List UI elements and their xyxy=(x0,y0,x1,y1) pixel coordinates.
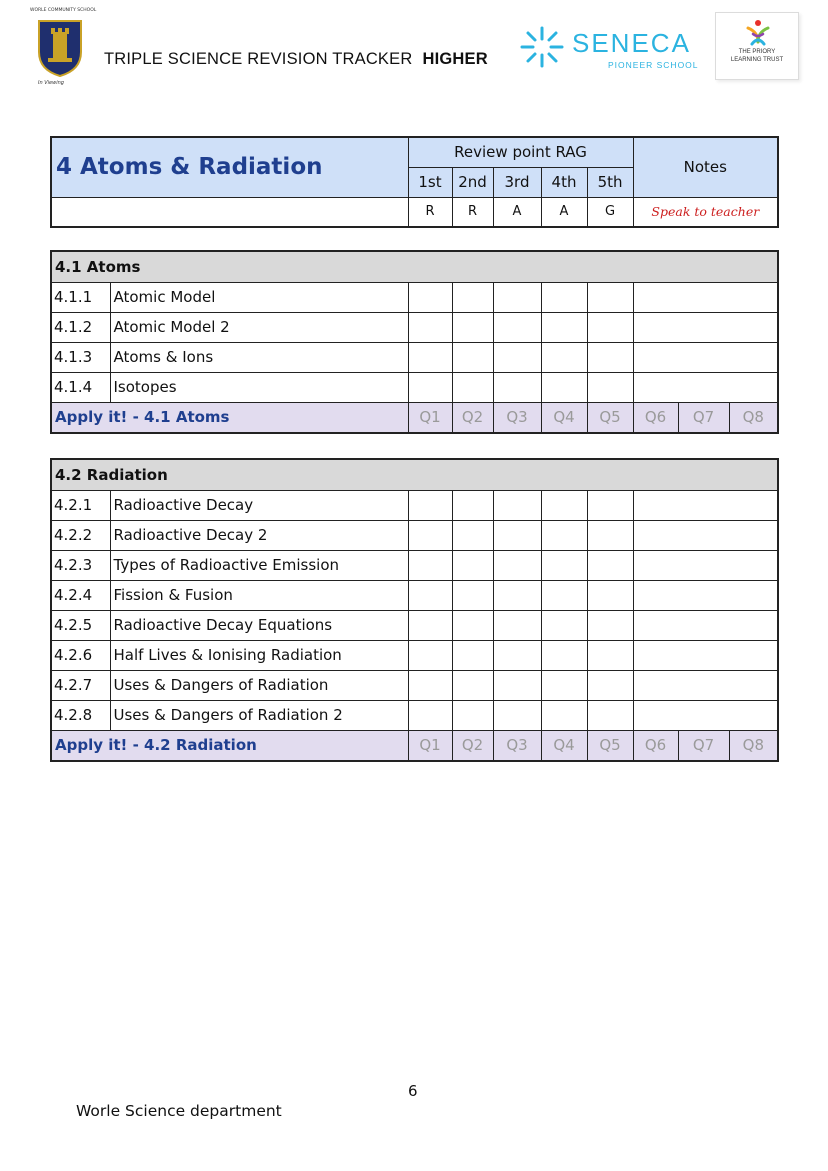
rag-value-5[interactable]: G xyxy=(587,197,633,227)
page-number: 6 xyxy=(408,1082,418,1100)
rag-cell[interactable] xyxy=(408,610,452,640)
question-q8[interactable]: Q8 xyxy=(729,730,778,761)
rag-cell[interactable] xyxy=(493,372,541,402)
seneca-subtitle: PIONEER SCHOOL xyxy=(608,60,699,70)
rag-cell[interactable] xyxy=(452,520,493,550)
rag-cell[interactable] xyxy=(541,312,587,342)
topic-code: 4.1.1 xyxy=(51,282,110,312)
rag-cell[interactable] xyxy=(408,640,452,670)
question-q2[interactable]: Q2 xyxy=(452,730,493,761)
school-logo xyxy=(30,8,97,86)
table-row xyxy=(51,670,778,700)
topic-name: Types of Radioactive Emission xyxy=(110,550,408,580)
notes-cell[interactable] xyxy=(633,610,778,640)
school-signature: In Viewing xyxy=(38,80,64,86)
question-q4[interactable]: Q4 xyxy=(541,402,587,433)
table-row xyxy=(51,700,778,730)
topic-name: Half Lives & Ionising Radiation xyxy=(110,640,408,670)
notes-cell[interactable] xyxy=(633,640,778,670)
rag-cell[interactable] xyxy=(408,550,452,580)
rag-cell[interactable] xyxy=(493,520,541,550)
question-q3[interactable]: Q3 xyxy=(493,402,541,433)
unit-header-table xyxy=(50,136,779,228)
rag-value-2[interactable]: R xyxy=(452,197,493,227)
section-title: 4.1 Atoms xyxy=(51,251,778,282)
rag-cell[interactable] xyxy=(587,550,633,580)
apply-it-label: Apply it! - 4.2 Radiation xyxy=(51,730,408,761)
question-q7[interactable]: Q7 xyxy=(678,730,729,761)
rag-cell[interactable] xyxy=(587,580,633,610)
topic-name: Isotopes xyxy=(110,372,408,402)
rag-cell[interactable] xyxy=(587,490,633,520)
topic-name: Atoms & Ions xyxy=(110,342,408,372)
rag-value-3[interactable]: A xyxy=(493,197,541,227)
seneca-starburst-icon xyxy=(518,24,566,70)
apply-it-row xyxy=(51,730,778,761)
apply-it-label: Apply it! - 4.1 Atoms xyxy=(51,402,408,433)
rag-cell[interactable] xyxy=(452,372,493,402)
question-q1[interactable]: Q1 xyxy=(408,402,452,433)
table-row xyxy=(51,372,778,402)
rag-cell[interactable] xyxy=(452,342,493,372)
section-title: 4.2 Radiation xyxy=(51,459,778,490)
table-row xyxy=(51,610,778,640)
rag-cell[interactable] xyxy=(452,700,493,730)
rag-cell[interactable] xyxy=(408,342,452,372)
notes-header: Notes xyxy=(633,137,778,197)
topic-code: 4.2.4 xyxy=(51,580,110,610)
seneca-logo xyxy=(518,24,698,72)
rag-cell[interactable] xyxy=(541,580,587,610)
topic-name: Uses & Dangers of Radiation 2 xyxy=(110,700,408,730)
rag-cell[interactable] xyxy=(452,670,493,700)
section-table-4-2 xyxy=(50,458,779,762)
question-q6[interactable]: Q6 xyxy=(633,730,678,761)
rag-cell[interactable] xyxy=(493,342,541,372)
topic-name: Radioactive Decay xyxy=(110,490,408,520)
topic-name: Uses & Dangers of Radiation xyxy=(110,670,408,700)
rag-cell[interactable] xyxy=(452,640,493,670)
rag-cell[interactable] xyxy=(452,550,493,580)
rag-cell[interactable] xyxy=(493,580,541,610)
question-q2[interactable]: Q2 xyxy=(452,402,493,433)
tier-label: HIGHER xyxy=(422,50,488,68)
table-row xyxy=(51,282,778,312)
page-title xyxy=(104,50,488,69)
rag-cell[interactable] xyxy=(587,700,633,730)
rag-cell[interactable] xyxy=(587,342,633,372)
trust-figures-icon xyxy=(743,18,773,48)
rag-cell[interactable] xyxy=(493,700,541,730)
rag-cell[interactable] xyxy=(541,282,587,312)
rag-cell[interactable] xyxy=(541,550,587,580)
rag-value-4[interactable]: A xyxy=(541,197,587,227)
table-row xyxy=(51,490,778,520)
notes-cell[interactable] xyxy=(633,372,778,402)
table-row xyxy=(51,640,778,670)
topic-code: 4.2.5 xyxy=(51,610,110,640)
table-row xyxy=(51,312,778,342)
rag-cell[interactable] xyxy=(541,372,587,402)
unit-blank-cell xyxy=(51,197,408,227)
footer-department: Worle Science department xyxy=(76,1102,282,1120)
topic-name: Atomic Model 2 xyxy=(110,312,408,342)
question-q7[interactable]: Q7 xyxy=(678,402,729,433)
rag-cell[interactable] xyxy=(493,670,541,700)
notes-cell[interactable] xyxy=(633,700,778,730)
rag-cell[interactable] xyxy=(408,520,452,550)
rag-cell[interactable] xyxy=(587,312,633,342)
question-q8[interactable]: Q8 xyxy=(729,402,778,433)
rag-cell[interactable] xyxy=(452,610,493,640)
seneca-name: SENECA xyxy=(572,28,691,58)
rag-cell[interactable] xyxy=(493,282,541,312)
apply-it-row xyxy=(51,402,778,433)
review-point-3rd: 3rd xyxy=(493,167,541,197)
rag-cell[interactable] xyxy=(587,520,633,550)
question-q5[interactable]: Q5 xyxy=(587,402,633,433)
rag-cell[interactable] xyxy=(541,342,587,372)
rag-cell[interactable] xyxy=(408,282,452,312)
rag-cell[interactable] xyxy=(587,610,633,640)
table-row xyxy=(51,580,778,610)
question-q6[interactable]: Q6 xyxy=(633,402,678,433)
topic-code: 4.1.4 xyxy=(51,372,110,402)
notes-cell[interactable] xyxy=(633,670,778,700)
rag-cell[interactable] xyxy=(452,282,493,312)
review-point-5th: 5th xyxy=(587,167,633,197)
shield-icon xyxy=(36,18,84,78)
review-point-4th: 4th xyxy=(541,167,587,197)
topic-code: 4.1.2 xyxy=(51,312,110,342)
rag-cell[interactable] xyxy=(541,490,587,520)
topic-code: 4.2.1 xyxy=(51,490,110,520)
rag-cell[interactable] xyxy=(408,312,452,342)
rag-cell[interactable] xyxy=(541,700,587,730)
topic-code: 4.2.3 xyxy=(51,550,110,580)
rag-cell[interactable] xyxy=(408,580,452,610)
rag-cell[interactable] xyxy=(541,640,587,670)
review-point-2nd: 2nd xyxy=(452,167,493,197)
notes-cell[interactable] xyxy=(633,520,778,550)
topic-code: 4.2.2 xyxy=(51,520,110,550)
trust-name-line1: THE PRIORY xyxy=(738,49,776,55)
trust-name-line2: LEARNING TRUST xyxy=(730,57,784,63)
topic-name: Atomic Model xyxy=(110,282,408,312)
question-q5[interactable]: Q5 xyxy=(587,730,633,761)
title-text: TRIPLE SCIENCE REVISION TRACKER xyxy=(104,50,413,68)
rag-cell[interactable] xyxy=(541,670,587,700)
rag-cell[interactable] xyxy=(452,312,493,342)
question-q4[interactable]: Q4 xyxy=(541,730,587,761)
school-name: WORLE COMMUNITY SCHOOL xyxy=(30,8,97,13)
rag-cell[interactable] xyxy=(493,640,541,670)
notes-cell[interactable] xyxy=(633,312,778,342)
rag-cell[interactable] xyxy=(493,490,541,520)
rag-cell[interactable] xyxy=(541,610,587,640)
rag-cell[interactable] xyxy=(541,520,587,550)
rag-cell[interactable] xyxy=(587,670,633,700)
question-q3[interactable]: Q3 xyxy=(493,730,541,761)
rag-cell[interactable] xyxy=(408,490,452,520)
rag-cell[interactable] xyxy=(452,490,493,520)
topic-name: Fission & Fusion xyxy=(110,580,408,610)
question-q1[interactable]: Q1 xyxy=(408,730,452,761)
rag-cell[interactable] xyxy=(493,610,541,640)
notes-cell[interactable] xyxy=(633,580,778,610)
rag-cell[interactable] xyxy=(408,700,452,730)
rag-value-1[interactable]: R xyxy=(408,197,452,227)
notes-cell[interactable] xyxy=(633,490,778,520)
rag-cell[interactable] xyxy=(587,640,633,670)
priory-trust-logo xyxy=(715,12,799,80)
table-row xyxy=(51,520,778,550)
topic-code: 4.2.7 xyxy=(51,670,110,700)
rag-cell[interactable] xyxy=(493,550,541,580)
table-row xyxy=(51,550,778,580)
rag-cell[interactable] xyxy=(408,670,452,700)
rag-cell[interactable] xyxy=(493,312,541,342)
topic-code: 4.1.3 xyxy=(51,342,110,372)
rag-cell[interactable] xyxy=(452,580,493,610)
notes-value[interactable]: Speak to teacher xyxy=(633,197,778,227)
topic-name: Radioactive Decay Equations xyxy=(110,610,408,640)
topic-code: 4.2.8 xyxy=(51,700,110,730)
rag-cell[interactable] xyxy=(408,372,452,402)
review-point-header: Review point RAG xyxy=(408,137,633,167)
notes-cell[interactable] xyxy=(633,282,778,312)
unit-title: 4 Atoms & Radiation xyxy=(51,137,408,197)
table-row xyxy=(51,342,778,372)
section-table-4-1 xyxy=(50,250,779,434)
topic-code: 4.2.6 xyxy=(51,640,110,670)
review-point-1st: 1st xyxy=(408,167,452,197)
notes-cell[interactable] xyxy=(633,342,778,372)
rag-cell[interactable] xyxy=(587,372,633,402)
notes-cell[interactable] xyxy=(633,550,778,580)
topic-name: Radioactive Decay 2 xyxy=(110,520,408,550)
rag-cell[interactable] xyxy=(587,282,633,312)
